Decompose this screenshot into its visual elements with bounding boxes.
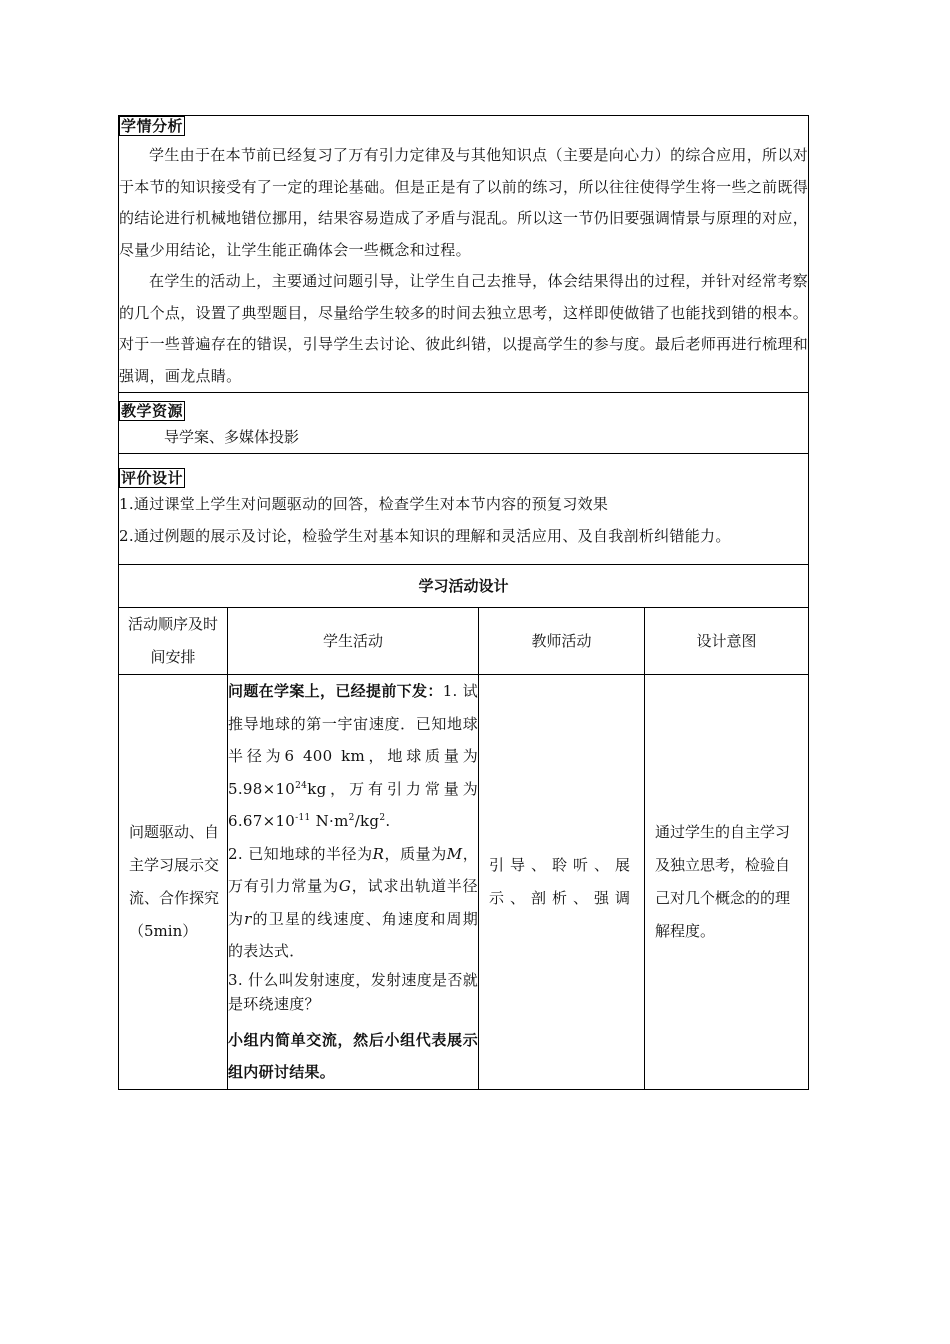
question-2-part-b: ，质量为	[384, 844, 447, 863]
group-discussion: 小组内简单交流，然后小组代表展示组内研讨结果。	[228, 1030, 478, 1081]
question-2-part-d: ，试求出轨道半径为	[228, 877, 478, 928]
evaluation-row	[119, 454, 809, 565]
question-1-part-d: /kg	[354, 812, 380, 830]
resources-text: 导学案、多媒体投影	[164, 428, 300, 446]
evaluation-section	[119, 454, 809, 565]
design-intent-cell	[645, 675, 809, 1090]
student-intro: 问题在学案上，已经提前下发：	[228, 682, 443, 700]
analysis-paragraph-2: 在学生的活动上，主要通过问题引导，让学生自己去推导，体会结果得出的过程，并针对经常考察的几个点，设置了典型题目，尽量给学生较多的时间去独立思考，这样即使做错了也能找到错的根本。对于一些普遍存在的错误，引导学生去讨论、彼此纠错，以提高学生的参与度。最后老师再进行梳理和强调，画龙点睛。	[119, 272, 809, 385]
question-2-part-a: 2. 已知地球的半径为	[228, 844, 373, 863]
analysis-section	[119, 116, 809, 393]
evaluation-item-1: 1.通过课堂上学生对问题驱动的回答，检查学生对本节内容的预复习效果	[119, 495, 609, 513]
question-1-exp-1: 24	[295, 780, 308, 791]
question-1-part-a: 1. 试推导地球的第一宇宙速度．已知地球半径为6 400 km，地球质量为5.98×10	[228, 682, 479, 798]
question-2-var-g: G	[338, 877, 352, 895]
header-intent: 设计意图	[645, 608, 809, 675]
question-1-part-e: .	[385, 812, 391, 830]
question-1-part-b: kg，万有引力常量为6.67×10	[228, 779, 478, 830]
activities-title-row	[119, 565, 809, 608]
analysis-paragraph-1: 学生由于在本节前已经复习了万有引力定律及与其他知识点（主要是向心力）的综合应用，所以对于本节的知识接受有了一定的理论基础。但是正是有了以前的练习，所以往往使得学生将一些之前既得的结论进行机械地错位挪用，结果容易造成了矛盾与混乱。所以这一节仍旧要强调情景与原理的对应，尽量少用结论，让学生能正确体会一些概念和过程。	[119, 146, 809, 259]
teacher-activity: 引导、聆听、展示、剖析、强调	[489, 855, 637, 907]
student-activity-cell	[228, 675, 479, 1090]
header-student: 学生活动	[228, 608, 479, 675]
analysis-row	[119, 116, 809, 393]
resources-heading: 教学资源	[121, 402, 184, 420]
question-1-exp-2: -11	[295, 813, 311, 823]
question-2-var-r-upper: R	[372, 844, 385, 863]
question-2-part-e: 的卫星的线速度、角速度和周期的表达式．	[228, 909, 478, 960]
question-2-var-r: r	[244, 909, 252, 928]
activity-order-cell	[119, 675, 228, 1090]
evaluation-item-2: 2.通过例题的展示及讨论，检验学生对基本知识的理解和灵活应用、及自我剖析纠错能力。	[119, 527, 731, 545]
header-teacher: 教师活动	[479, 608, 645, 675]
question-1-exp-4: 2	[379, 813, 386, 823]
resources-row	[119, 393, 809, 454]
design-intent: 通过学生的自主学习及独立思考，检验自己对几个概念的的理解程度。	[655, 822, 791, 940]
analysis-heading: 学情分析	[121, 117, 184, 135]
activities-header-row	[119, 608, 809, 675]
activity-row	[119, 675, 809, 1090]
question-1-part-c: N·m	[310, 812, 349, 830]
question-2	[228, 838, 478, 968]
question-2-var-m: M	[446, 844, 463, 863]
activity-order: 问题驱动、自主学习展示交流、合作探究（5min）	[129, 822, 220, 940]
header-order: 活动顺序及时间安排	[119, 608, 228, 675]
resources-section	[119, 393, 809, 454]
lesson-plan-page	[118, 115, 808, 1090]
question-1-exp-3: 2	[348, 813, 355, 823]
activities-title: 学习活动设计	[119, 565, 809, 608]
lesson-plan-table	[118, 115, 809, 1090]
question-2-part-c: ，万有引力常量为	[228, 844, 478, 895]
question-3: 3. 什么叫发射速度，发射速度是否就是环绕速度？	[228, 970, 478, 1013]
teacher-activity-cell	[479, 675, 645, 1090]
evaluation-heading: 评价设计	[121, 469, 184, 487]
